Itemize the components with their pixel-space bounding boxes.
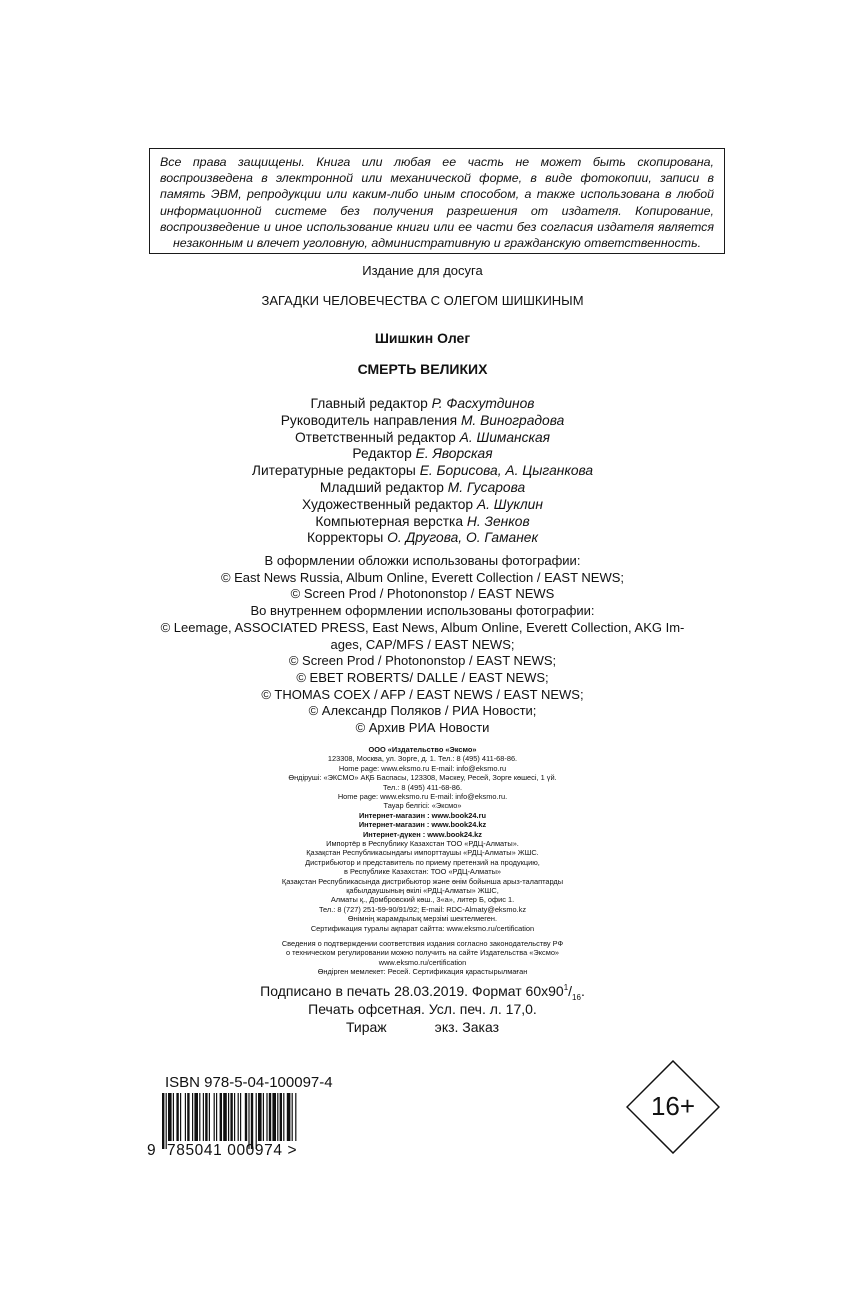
editor-name: М. Виноградова	[460, 412, 565, 428]
editor-name: А. Шиманская	[459, 429, 551, 445]
barcode-bar	[238, 1093, 239, 1141]
barcode-bar	[228, 1093, 229, 1141]
barcode-bar	[272, 1093, 276, 1141]
photo-credit-line: © Screen Prod / Photononstop / EAST NEWS;	[288, 653, 557, 669]
editor-name: Е. Яворская	[415, 446, 493, 462]
publisher-line: Home page: www.eksmo.ru E-mail: info@eksmo.ru.	[337, 792, 508, 801]
publisher-line: ООО «Издательство «Эксмо»	[368, 745, 477, 754]
isbn-label: ISBN 978-5-04-100097-4	[165, 1074, 333, 1091]
editor-role: Руководитель направления	[280, 412, 461, 428]
barcode-bar	[168, 1093, 172, 1141]
barcode-bar	[248, 1093, 249, 1149]
barcode-bar	[214, 1093, 215, 1141]
barcode-bar	[185, 1093, 186, 1141]
barcode-bar	[166, 1093, 167, 1149]
barcode-bar	[295, 1093, 296, 1141]
photo-credit-line: © Архив РИА Новости	[355, 720, 490, 735]
editor-role: Литературные редакторы	[251, 463, 420, 479]
editor-line	[0, 446, 845, 461]
barcode-bar	[234, 1093, 235, 1141]
publisher-line: 123308, Москва, ул. Зорге, д. 1. Тел.: 8 (495) 411-68-86.	[327, 754, 518, 764]
barcode-bar	[277, 1093, 278, 1141]
barcode-bar	[173, 1093, 174, 1141]
barcode-bar	[209, 1093, 210, 1141]
barcode-bar	[220, 1093, 222, 1141]
barcode-bar	[283, 1093, 284, 1141]
editor-name: А. Шуклин	[476, 496, 543, 512]
editor-line	[0, 514, 845, 529]
editor-line	[0, 530, 845, 545]
editor-name: Е. Борисова, А. Цыганкова	[419, 463, 594, 479]
barcode-bar	[269, 1093, 271, 1141]
print-method: Печать офсетная. Усл. печ. л. 17,0.	[308, 1001, 537, 1017]
photo-credit-line: © EBET ROBERTS/ DALLE / EAST NEWS;	[296, 669, 549, 685]
editor-role: Художественный редактор	[302, 496, 477, 512]
publisher-line: Қазақстан Республикасындағы импорттаушы «РДЦ-Алматы» ЖШС.	[306, 848, 539, 858]
editor-name: Н. Зенков	[466, 513, 530, 529]
certification-line: Сведения о подтверждении соответствия издания согласно законодательству РФ	[281, 939, 564, 948]
editor-role: Редактор	[352, 446, 416, 462]
photo-credit-line: © Leemage, ASSOCIATED PRESS, East News, Album Online, Everett Collection, AKG Im-	[160, 619, 685, 635]
photo-credit-line: © Screen Prod / Photononstop / EAST NEWS	[290, 586, 555, 602]
editor-line	[0, 413, 845, 428]
editor-line	[0, 396, 845, 411]
publisher-line: қабылдаушының өкілі «РДЦ-Алматы» ЖШС,	[346, 886, 499, 895]
publisher-line: в Республике Казахстан: ТОО «РДЦ-Алматы»	[343, 867, 502, 877]
barcode-bar	[223, 1093, 227, 1141]
book-title: СМЕРТЬ ВЕЛИКИХ	[357, 361, 488, 377]
editor-name: О. Другова, О. Гаманек	[387, 530, 538, 546]
photo-credit-line: В оформлении обложки использованы фотографии:	[264, 553, 581, 568]
publisher-line: Қазақстан Республикасында дистрибьютор және өнім бойынша арыз-талаптарды	[281, 876, 564, 886]
publisher-line: Тел.: 8 (727) 251-59-90/91/92; E-mail: RDC-Almaty@eksmo.kz	[318, 904, 527, 914]
barcode-bar	[251, 1093, 253, 1149]
publisher-line: Интернет-дүкен : www.book24.kz	[363, 829, 482, 839]
photo-credit-line: ages, CAP/MFS / EAST NEWS;	[330, 636, 515, 652]
barcode-bar	[280, 1093, 282, 1141]
publisher-line: Импортёр в Республику Казахстан ТОО «РДЦ-Алматы».	[326, 839, 519, 848]
publisher-line: Тауар белгісі: «Эксмо»	[383, 801, 462, 811]
certification-line: www.eksmo.ru/certification	[378, 957, 467, 967]
barcode-bar	[199, 1093, 200, 1141]
print-signed: Подписано в печать 28.03.2019. Формат $60x90^1/_{16}$.	[260, 983, 585, 1002]
editor-line	[0, 480, 845, 495]
editor-line	[0, 497, 845, 512]
photo-credit-line: Во внутреннем оформлении использованы фотографии:	[250, 603, 595, 619]
editor-role: Ответственный редактор	[294, 429, 460, 445]
barcode-bar	[194, 1093, 198, 1141]
edition-type: Издание для досуга	[362, 263, 483, 278]
barcode-bar	[192, 1093, 193, 1141]
editor-role: Младший редактор	[319, 480, 448, 495]
publisher-line: Дистрибьютор и представитель по приему претензий на продукцию,	[305, 857, 540, 867]
barcode	[162, 1093, 345, 1149]
editor-role: Корректоры	[306, 530, 388, 546]
barcode-bar	[258, 1093, 262, 1141]
publisher-line: Тел.: 8 (495) 411-68-86.	[382, 782, 463, 792]
editor-line	[0, 463, 845, 478]
barcode-bar	[256, 1093, 257, 1149]
certification-line: Өндірген мемлекет: Ресей. Сертификация қарастырылмаған	[317, 967, 528, 977]
barcode-bar	[245, 1093, 247, 1141]
barcode-bar	[287, 1093, 291, 1141]
editor-role: Компьютерная верстка	[315, 513, 467, 529]
barcode-bar	[176, 1093, 178, 1141]
photo-credit-line: © Александр Поляков / РИА Новости;	[308, 703, 537, 719]
barcode-first-digit: 9	[147, 1142, 156, 1159]
editor-line	[0, 430, 845, 445]
copyright-notice: Все права защищены. Книга или любая ее часть не может быть скопирована, воспроизведена в электронной или механической форме, в виде фотокопии, записи в память ЭВМ, репродукции или каким-либо иным способом, а также использована в любой информационной системе без получения разрешения от издателя. Копирование, воспроизведение и иное использование книги или ее части без согласия издателя является незаконным и влечет уголовную, административную и гражданскую ответственность.	[149, 148, 725, 254]
barcode-bar	[240, 1093, 241, 1141]
barcode-bar	[205, 1093, 207, 1141]
publisher-line: Өнімнің жарамдылық мерзімі шектелмеген.	[347, 914, 498, 924]
publisher-line: Алматы қ., Домбровский көш., 3«а», литер Б, офис 1.	[330, 895, 515, 905]
author-name: Шишкин Олег	[374, 330, 471, 346]
publisher-line: Home page: www.eksmo.ru E-mail: info@eksmo.ru	[338, 763, 507, 773]
editor-name: М. Гусарова	[447, 480, 526, 495]
editor-role: Главный редактор	[310, 396, 432, 411]
barcode-bar	[180, 1093, 181, 1141]
barcode-bar	[203, 1093, 204, 1141]
barcode-bar	[162, 1093, 164, 1149]
barcode-bar	[230, 1093, 232, 1141]
photo-credit-line: © THOMAS COEX / AFP / EAST NEWS / EAST NEWS;	[261, 686, 584, 702]
certification-line: о техническом регулировании можно получить на сайте Издательства «Эксмо»	[285, 948, 560, 958]
publisher-line: Интернет-магазин : www.book24.kz	[358, 820, 487, 830]
publisher-line: Интернет-магазин : www.book24.ru	[359, 810, 486, 820]
series-title: ЗАГАДКИ ЧЕЛОВЕЧЕСТВА С ОЛЕГОМ ШИШКИНЫМ	[261, 293, 584, 308]
barcode-bar	[187, 1093, 189, 1141]
publisher-line: Өндіруші: «ЭКСМО» АҚБ Баспасы, 123308, Мәскеу, Ресей, Зорге көшесі, 1 үй.	[288, 773, 557, 783]
barcode-bar	[216, 1093, 217, 1141]
barcode-bar	[292, 1093, 293, 1141]
barcode-digits: 785041 000974 >	[167, 1142, 298, 1159]
barcode-bar	[266, 1093, 267, 1141]
publisher-line: Сертификация туралы ақпарат сайтта: www.eksmo.ru/certification	[310, 923, 535, 933]
barcode-bar	[263, 1093, 264, 1141]
age-rating: 16+	[650, 1091, 696, 1121]
print-circulation: Тираж экз. Заказ	[345, 1019, 500, 1035]
editor-name: Р. Фасхутдинов	[431, 396, 535, 411]
photo-credit-line: © East News Russia, Album Online, Everett Collection / EAST NEWS;	[220, 569, 625, 585]
